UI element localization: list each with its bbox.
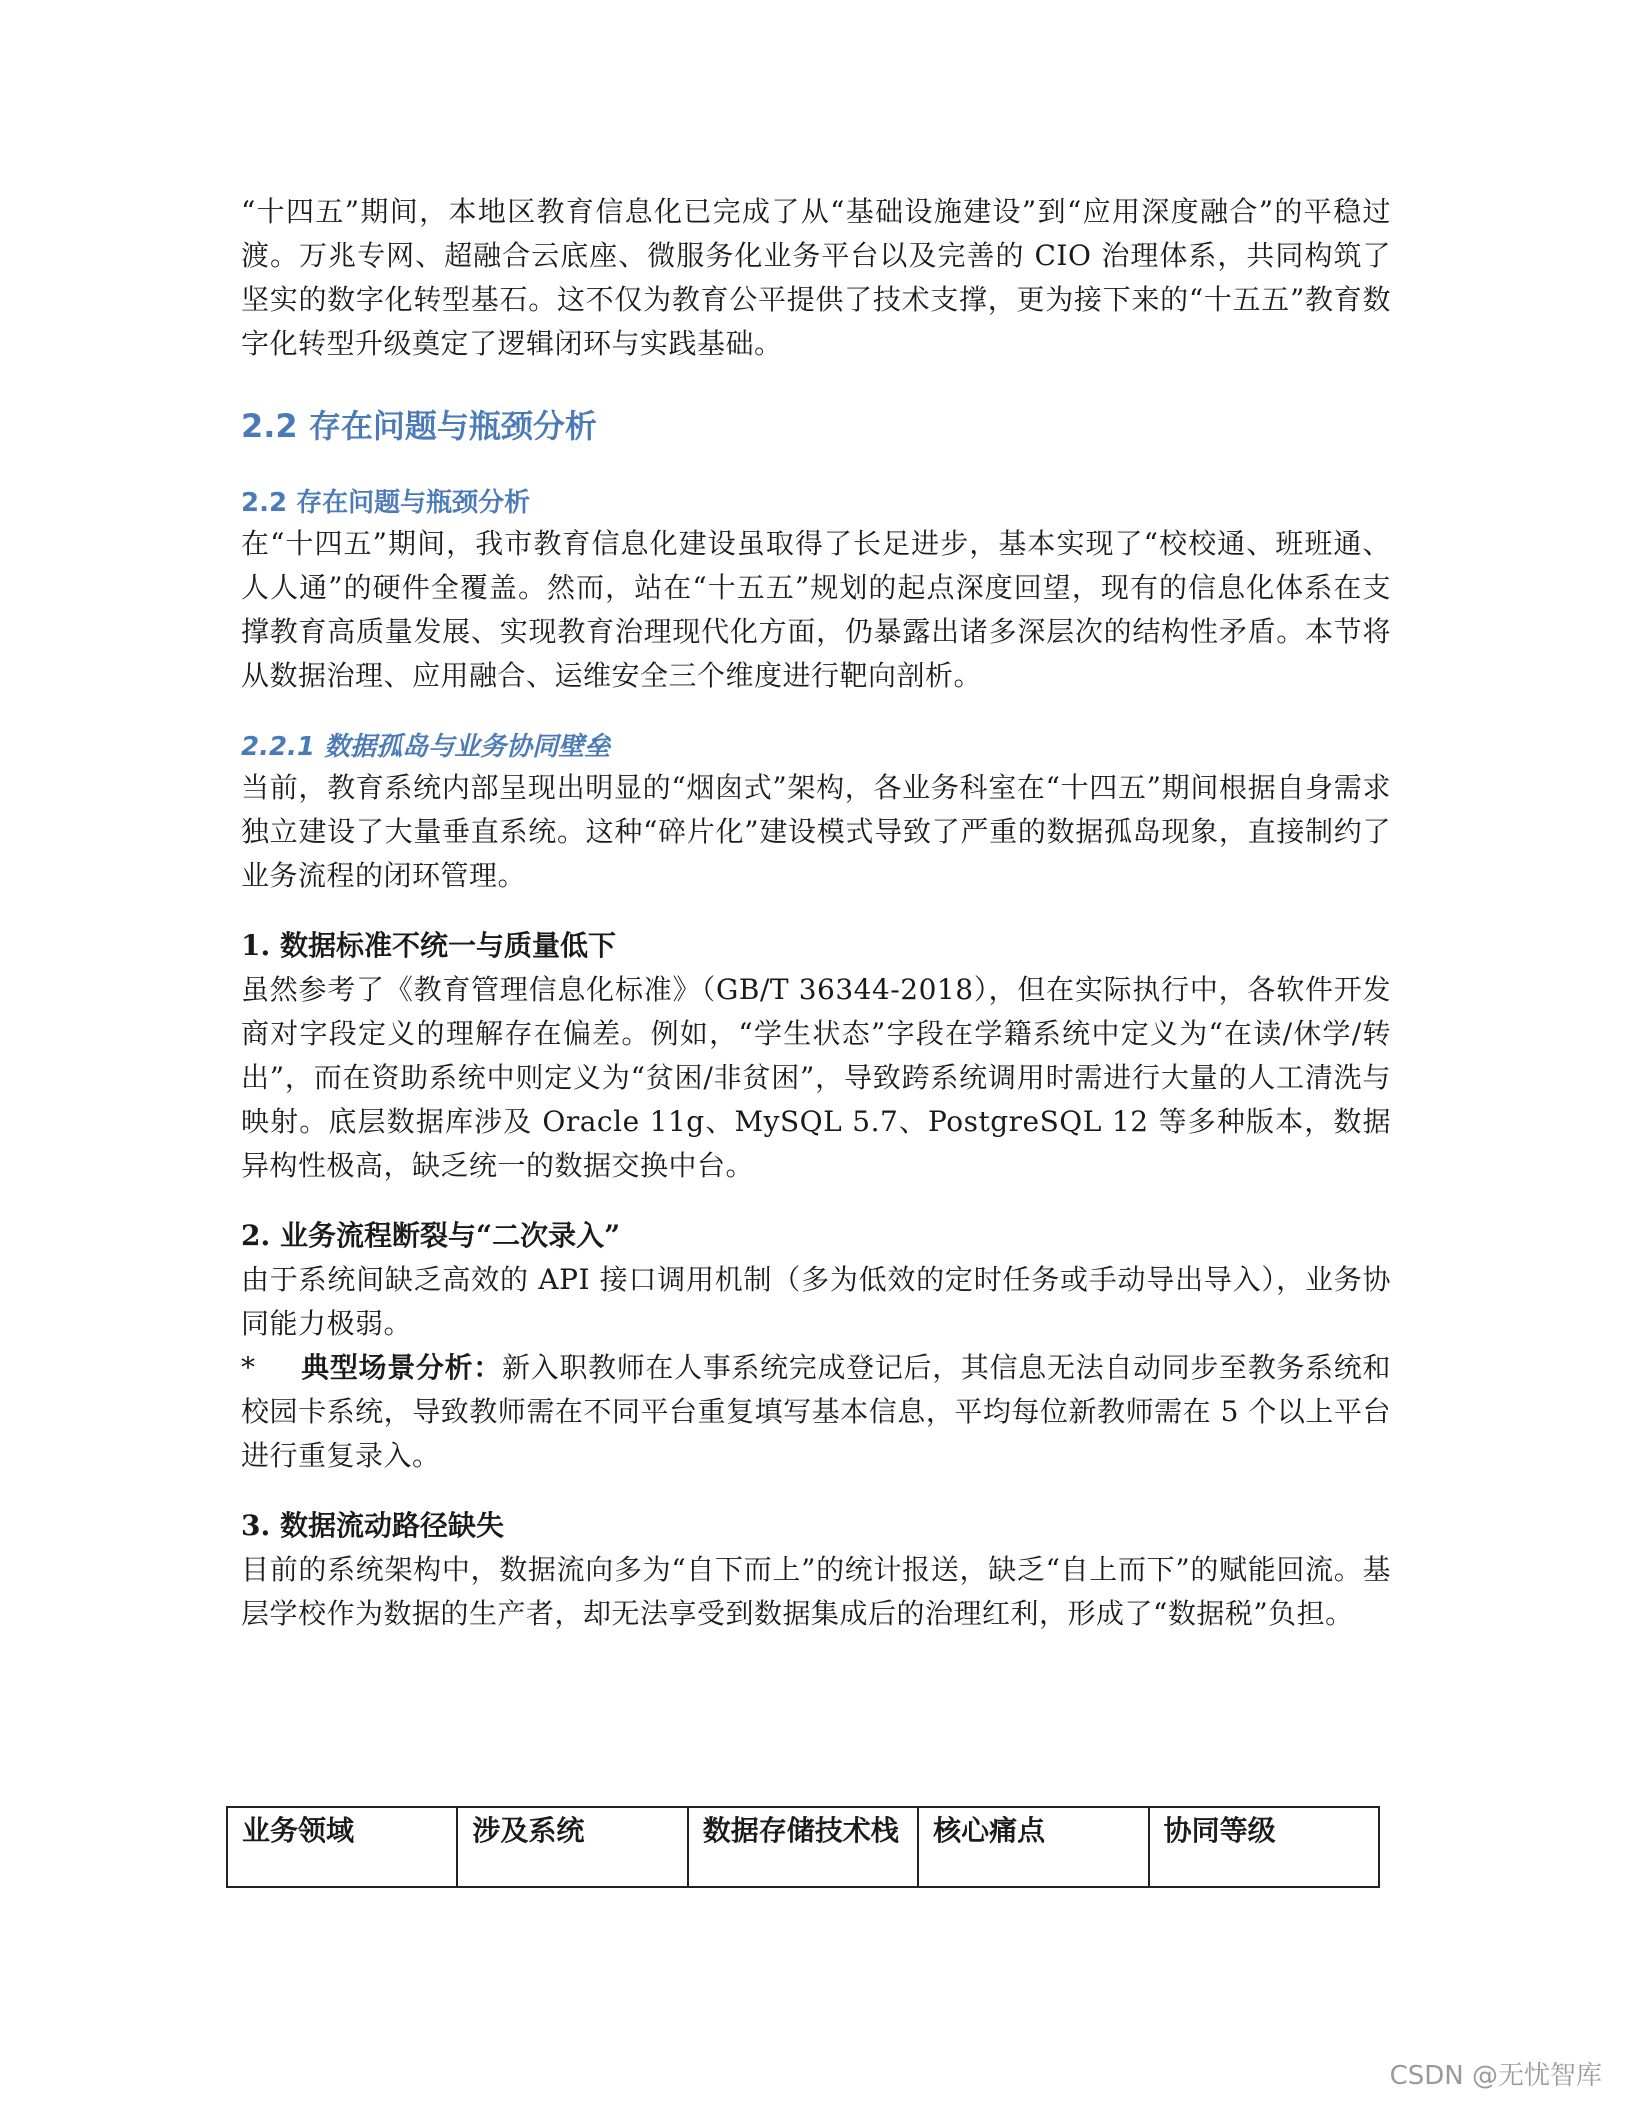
table-header-cell: 业务领域 xyxy=(227,1807,457,1887)
section-heading: 2.2 存在问题与瓶颈分析 xyxy=(241,407,597,445)
intro-paragraph: “十四五”期间，本地区教育信息化已完成了从“基础设施建设”到“应用深度融合”的平稳过渡。万兆专网、超融合云底座、微服务化业务平台以及完善的 CIO 治理体系，共同构筑了坚实的数字化转型基石。这不仅为教育公平提供了技术支撑，更为接下来的“十五五”教育数字化转型升级奠定了逻辑闭环与实践基础。 xyxy=(241,195,1391,360)
item-heading-1: 1. 数据标准不统一与质量低下 xyxy=(241,929,616,962)
watermark: CSDN @无忧智库 xyxy=(1389,2061,1602,2091)
table-header-cell: 涉及系统 xyxy=(457,1807,687,1887)
item-heading-3: 3. 数据流动路径缺失 xyxy=(241,1509,504,1542)
subsubsection-paragraph: 当前，教育系统内部呈现出明显的“烟囱式”架构，各业务科室在“十四五”期间根据自身需求独立建设了大量垂直系统。这种“碎片化”建设模式导致了严重的数据孤岛现象，直接制约了业务流程的闭环管理。 xyxy=(241,771,1391,892)
table-header-cell: 数据存储技术栈 xyxy=(688,1807,918,1887)
table-header-cell: 协同等级 xyxy=(1149,1807,1379,1887)
document-content xyxy=(241,190,1391,1636)
bullet-label: 典型场景分析： xyxy=(301,1351,502,1384)
systems-table xyxy=(226,1806,1380,1888)
bullet-text: 新入职教师在人事系统完成登记后，其信息无法自动同步至教务系统和校园卡系统，导致教师需在不同平台重复填写基本信息，平均每位新教师需在 5 个以上平台进行重复录入。 xyxy=(241,1351,1391,1472)
item-paragraph-2: 由于系统间缺乏高效的 API 接口调用机制（多为低效的定时任务或手动导出导入），业务协同能力极弱。 xyxy=(241,1263,1391,1340)
item-paragraph-3: 目前的系统架构中，数据流向多为“自下而上”的统计报送，缺乏“自上而下”的赋能回流。基层学校作为数据的生产者，却无法享受到数据集成后的治理红利，形成了“数据税”负担。 xyxy=(241,1553,1391,1630)
table-header-cell: 核心痛点 xyxy=(918,1807,1148,1887)
bullet-mark: * xyxy=(241,1351,256,1384)
scenario-bullet xyxy=(241,1346,1391,1478)
item-paragraph-1: 虽然参考了《教育管理信息化标准》（GB/T 36344-2018），但在实际执行中，各软件开发商对字段定义的理解存在偏差。例如，“学生状态”字段在学籍系统中定义为“在读/休学/转出”，而在资助系统中则定义为“贫困/非贫困”，导致跨系统调用时需进行大量的人工清洗与映射。底层数据库涉及 Oracle 11g、MySQL 5.7、PostgreSQL 12 等多种版本，数据异构性极高，缺乏统一的数据交换中台。 xyxy=(241,973,1391,1182)
item-heading-2: 2. 业务流程断裂与“二次录入” xyxy=(241,1219,621,1252)
table-header-row xyxy=(227,1807,1379,1887)
subsubsection-heading: 2.2.1 数据孤岛与业务协同壁垒 xyxy=(241,732,611,762)
subsection-heading: 2.2 存在问题与瓶颈分析 xyxy=(241,488,531,518)
subsection-paragraph: 在“十四五”期间，我市教育信息化建设虽取得了长足进步，基本实现了“校校通、班班通、人人通”的硬件全覆盖。然而，站在“十五五”规划的起点深度回望，现有的信息化体系在支撑教育高质量发展、实现教育治理现代化方面，仍暴露出诸多深层次的结构性矛盾。本节将从数据治理、应用融合、运维安全三个维度进行靶向剖析。 xyxy=(241,527,1391,692)
